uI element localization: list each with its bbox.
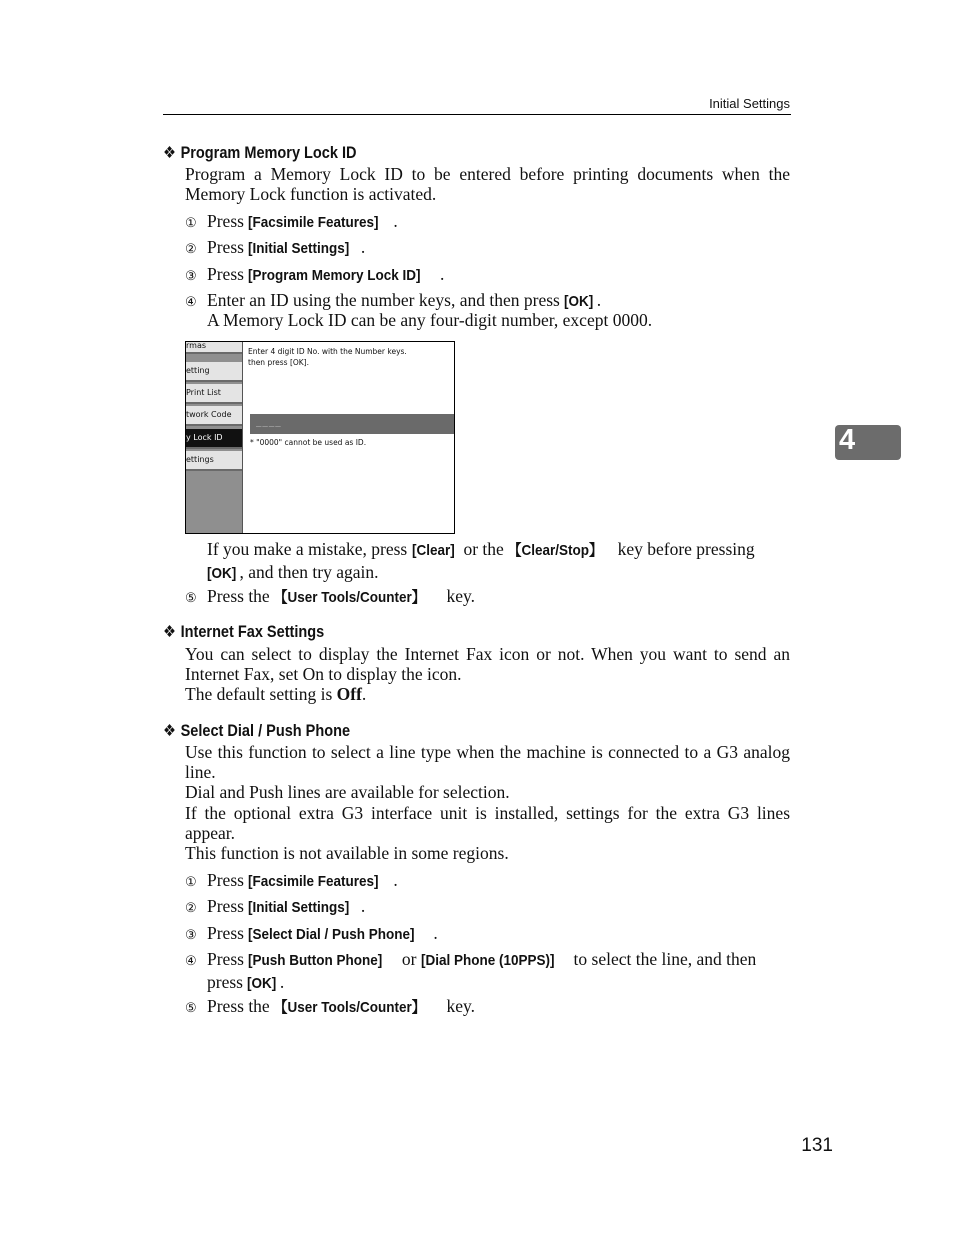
diamond-bullet-icon: ❖ xyxy=(163,623,177,641)
step-3: ③ Press [Select Dial / Push Phone] . xyxy=(185,923,438,943)
menu-item: Print List xyxy=(186,384,242,404)
step-4: ④ Press [Push Button Phone] or [Dial Phone (10PPS)] to select the line, and then press [OK] . xyxy=(185,949,757,992)
section-heading-dial-push: ❖ Select Dial / Push Phone xyxy=(163,722,351,740)
section-text-dial-push: Use this function to select a line type when the machine is connected to a G3 analog line. Dial and Push lines are available for selection. If the optional extra G3 interface unit is installed, settings for the extra G3 lines appear. This function is not available in some regions. xyxy=(185,742,790,864)
section-text-internet-fax: You can select to display the Internet Fax icon or not. When you want to send an Internet Fax, set On to display the icon. The default setting is Off. xyxy=(185,644,790,705)
step-1: ① Press [Facsimile Features] . xyxy=(185,870,398,890)
section-intro-memory-lock: Program a Memory Lock ID to be entered before printing documents when the Memory Lock function is activated. xyxy=(185,164,790,205)
screen-instruction: Enter 4 digit ID No. with the Number keys. then press [OK]. xyxy=(248,347,407,367)
screen-note: * "0000" cannot be used as ID. xyxy=(250,438,367,447)
key-ok: [OK] xyxy=(564,293,594,310)
step-2: ② Press [Initial Settings] . xyxy=(185,237,790,260)
chapter-tab: 4 xyxy=(835,425,901,460)
mistake-note: If you make a mistake, press [Clear] or the 【Clear/Stop】 key before pressing [OK] , and then try again. xyxy=(207,539,755,582)
key-initial-settings: [Initial Settings] xyxy=(248,240,350,257)
running-header: Initial Settings xyxy=(709,96,790,111)
menu-item-selected: y Lock ID xyxy=(186,429,242,449)
step-4-note: A Memory Lock ID can be any four-digit number, except 0000. xyxy=(207,310,653,330)
key-facsimile-features: [Facsimile Features] xyxy=(248,214,379,231)
id-entry-field: ____ xyxy=(250,414,454,434)
step-1: ① Press [Facsimile Features] . xyxy=(185,211,790,234)
diamond-bullet-icon: ❖ xyxy=(163,722,177,740)
menu-item: etting xyxy=(186,362,242,382)
menu-item: ettings xyxy=(186,451,242,471)
step-5: ⑤ Press the 【User Tools/Counter】 key. xyxy=(185,586,476,606)
section-heading-memory-lock: ❖ Program Memory Lock ID xyxy=(163,144,357,162)
section-heading-internet-fax: ❖ Internet Fax Settings xyxy=(163,623,325,641)
control-panel-screenshot xyxy=(185,341,455,534)
step-4: ④ Enter an ID using the number keys, and then press [OK] . xyxy=(185,290,790,313)
step-2: ② Press [Initial Settings] . xyxy=(185,896,366,916)
step-3: ③ Press [Program Memory Lock ID] . xyxy=(185,264,790,287)
menu-item: rmas xyxy=(186,342,242,354)
panel-divider xyxy=(242,342,243,533)
diamond-bullet-icon: ❖ xyxy=(163,144,177,162)
key-program-memory-lock-id: [Program Memory Lock ID] xyxy=(248,267,421,284)
page-number: 131 xyxy=(801,1135,833,1156)
step-5: ⑤ Press the 【User Tools/Counter】 key. xyxy=(185,996,476,1016)
menu-item: twork Code xyxy=(186,406,242,426)
header-rule xyxy=(163,114,791,115)
